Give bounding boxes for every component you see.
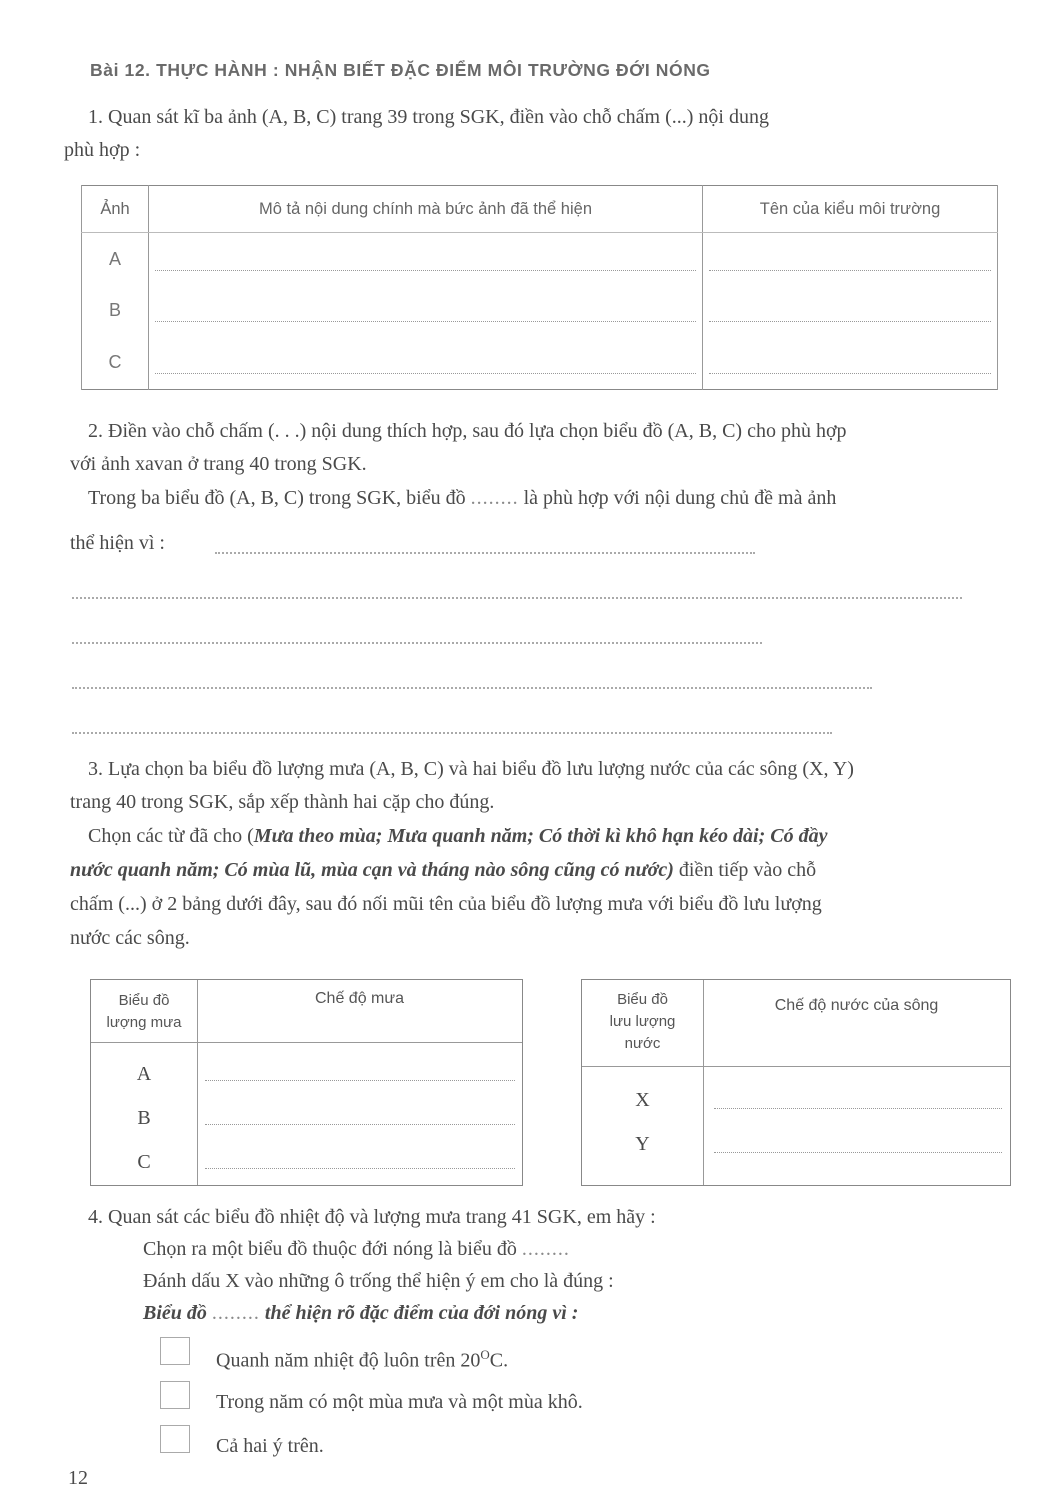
- q4-text-line4: [143, 1302, 578, 1325]
- q1-environment-a[interactable]: [703, 233, 998, 286]
- q2-line3-end: là phù hợp với nội dung chủ đề mà ảnh: [523, 487, 837, 509]
- option1-label: [216, 1347, 508, 1373]
- q1-row-label-c: C: [82, 337, 149, 390]
- q1-environment-b[interactable]: [703, 285, 998, 337]
- option3-label: Cả hai ý trên.: [216, 1435, 324, 1457]
- q2-answer-line-3[interactable]: [72, 642, 762, 644]
- rainfall-row-label-a: A: [136, 1063, 152, 1085]
- q1-row-label-b: B: [82, 285, 149, 337]
- q4-text-line2: [143, 1238, 570, 1261]
- page-title: Bài 12. THỰC HÀNH : NHẬN BIẾT ĐẶC ĐIỂM MÔI TRƯỜNG ĐỚI NÓNG: [90, 60, 711, 80]
- table-row: [82, 285, 998, 337]
- table-row: [82, 233, 998, 286]
- river-header-chart-line2: lưu lượng: [609, 1013, 676, 1030]
- river-answer-y[interactable]: [714, 1152, 1002, 1153]
- river-header-regime: Chế độ nước của sông: [774, 997, 939, 1014]
- divider: [91, 1042, 522, 1043]
- option2-label: Trong năm có một mùa mưa và một mùa khô.: [216, 1391, 583, 1413]
- rainfall-table: [90, 979, 523, 1186]
- q3-text-line6: nước các sông.: [70, 927, 190, 949]
- rainfall-row-label-c: C: [137, 1151, 151, 1173]
- q1-header-environment: Tên của kiểu môi trường: [703, 186, 998, 233]
- q2-answer-line-2[interactable]: [72, 597, 962, 599]
- q4-chart-blank[interactable]: ........: [521, 1238, 570, 1260]
- q3-text-line3: [88, 825, 827, 848]
- q1-text-line1: 1. Quan sát kĩ ba ảnh (A, B, C) trang 39 trong SGK, điền vào chỗ chấm (...) nội dung: [88, 106, 769, 128]
- q3-line4-end: điền tiếp vào chỗ: [673, 859, 817, 881]
- q3-text-line4: [70, 859, 816, 882]
- degree-symbol: O: [480, 1347, 490, 1362]
- river-header-chart-line3: nước: [624, 1035, 661, 1052]
- river-header-chart-line1: Biểu đồ: [617, 991, 668, 1008]
- rainfall-header-chart-line2: lượng mưa: [106, 1014, 182, 1031]
- rainfall-answer-b[interactable]: [205, 1124, 515, 1125]
- rainfall-header-chart-line1: Biểu đồ: [118, 992, 170, 1009]
- q4-line2-start: Chọn ra một biểu đồ thuộc đới nóng là biểu đồ: [143, 1238, 517, 1260]
- option1-label-start: Quanh năm nhiệt độ luôn trên 20: [216, 1349, 481, 1372]
- q1-text-line2: phù hợp :: [64, 139, 141, 161]
- q3-text-line5: chấm (...) ở 2 bảng dưới đây, sau đó nối mũi tên của biểu đồ lượng mưa với biểu đồ lưu lượng: [70, 893, 822, 915]
- q2-text-line2: với ảnh xavan ở trang 40 trong SGK.: [70, 453, 367, 475]
- table-row: [82, 337, 998, 390]
- q2-text-line4: thể hiện vì :: [70, 532, 165, 554]
- q3-options-part2: nước quanh năm; Có mùa lũ, mùa cạn và tháng nào sông cũng có nước): [70, 859, 674, 881]
- option1-label-end: C.: [489, 1349, 509, 1372]
- q4-line4-end: thể hiện rõ đặc điểm của đới nóng vì :: [264, 1302, 579, 1324]
- q1-description-b[interactable]: [149, 285, 703, 337]
- rainfall-row-label-b: B: [137, 1107, 151, 1129]
- q3-options-part1: Mưa theo mùa; Mưa quanh năm; Có thời kì khô hạn kéo dài; Có đầy: [253, 825, 828, 847]
- q3-line3-start: Chọn các từ đã cho (: [88, 825, 254, 847]
- rainfall-answer-c[interactable]: [205, 1168, 515, 1169]
- river-flow-table: [581, 979, 1011, 1186]
- q2-line3-start: Trong ba biểu đồ (A, B, C) trong SGK, biểu đồ: [88, 487, 466, 509]
- rainfall-header-chart: [91, 990, 197, 1034]
- divider: [582, 1066, 1010, 1067]
- option2-checkbox[interactable]: [160, 1381, 190, 1409]
- option1-checkbox[interactable]: [160, 1337, 190, 1365]
- rainfall-answer-a[interactable]: [205, 1080, 515, 1081]
- q2-answer-line-4[interactable]: [72, 687, 872, 689]
- q2-text-line3: [88, 487, 836, 510]
- q2-text-line1: 2. Điền vào chỗ chấm (. . .) nội dung thích hợp, sau đó lựa chọn biểu đồ (A, B, C) cho phù hợp: [88, 420, 847, 442]
- q2-answer-line-1[interactable]: [215, 552, 755, 554]
- q4-text-line1: 4. Quan sát các biểu đồ nhiệt độ và lượng mưa trang 41 SGK, em hãy :: [88, 1206, 656, 1228]
- q1-environment-c[interactable]: [703, 337, 998, 390]
- q3-text-line1: 3. Lựa chọn ba biểu đồ lượng mưa (A, B, C) và hai biểu đồ lưu lượng nước của các sông (X, Y): [88, 758, 854, 780]
- river-row-label-y: Y: [635, 1133, 650, 1155]
- rainfall-header-regime: Chế độ mưa: [315, 990, 404, 1007]
- q2-chart-blank[interactable]: ........: [470, 487, 519, 509]
- river-header-chart: [582, 989, 703, 1055]
- q4-text-line3: Đánh dấu X vào những ô trống thể hiện ý em cho là đúng :: [143, 1270, 614, 1292]
- divider: [197, 980, 198, 1185]
- q2-answer-line-5[interactable]: [72, 732, 832, 734]
- river-row-label-x: X: [635, 1089, 650, 1111]
- q1-row-label-a: A: [82, 233, 149, 286]
- page-number: 12: [68, 1467, 88, 1489]
- q1-header-photo: Ảnh: [82, 186, 149, 233]
- q3-text-line2: trang 40 trong SGK, sắp xếp thành hai cặp cho đúng.: [70, 791, 495, 813]
- q4-chart-blank-2[interactable]: ........: [211, 1302, 260, 1324]
- q1-header-description: Mô tả nội dung chính mà bức ảnh đã thể hiện: [149, 186, 703, 233]
- q1-description-c[interactable]: [149, 337, 703, 390]
- q1-table: [81, 185, 998, 390]
- river-answer-x[interactable]: [714, 1108, 1002, 1109]
- q1-description-a[interactable]: [149, 233, 703, 286]
- option3-checkbox[interactable]: [160, 1425, 190, 1453]
- q4-line4-start: Biểu đồ: [143, 1302, 207, 1324]
